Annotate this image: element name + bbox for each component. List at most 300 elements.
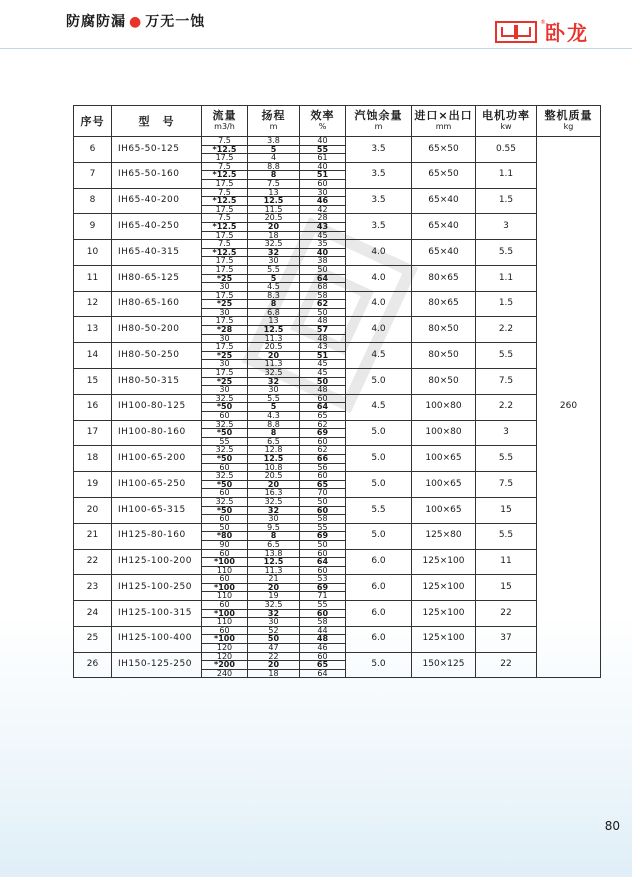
- row-number: 15: [74, 369, 112, 395]
- row-number: 26: [74, 652, 112, 678]
- model-cell: IH125-100-400: [112, 626, 202, 652]
- column-header-unit: %: [318, 122, 327, 131]
- inlet-outlet-cell: 80×50: [412, 317, 476, 343]
- head-cell: 30: [248, 386, 300, 395]
- efficiency-cell: 60: [300, 549, 346, 558]
- table-row: [74, 472, 601, 481]
- model-cell: IH125-100-315: [112, 601, 202, 627]
- flow-cell: 17.5: [202, 257, 248, 266]
- model-cell: IH100-65-200: [112, 446, 202, 472]
- flow-cell: 60: [202, 515, 248, 524]
- row-number: 21: [74, 523, 112, 549]
- flow-cell: 60: [202, 412, 248, 421]
- flow-cell: *50: [202, 429, 248, 438]
- efficiency-cell: 69: [300, 583, 346, 592]
- row-number: 22: [74, 549, 112, 575]
- column-header: [537, 106, 601, 137]
- head-cell: 21: [248, 575, 300, 584]
- inlet-outlet-cell: 100×80: [412, 420, 476, 446]
- column-header-label: 进口×出口: [414, 109, 473, 122]
- head-cell: 10.8: [248, 463, 300, 472]
- table-row: [74, 240, 601, 249]
- motor-power-cell: 0.55: [476, 137, 537, 163]
- head-cell: 11.3: [248, 360, 300, 369]
- row-number: 17: [74, 420, 112, 446]
- motor-power-cell: 15: [476, 497, 537, 523]
- row-number: 20: [74, 497, 112, 523]
- row-number: 11: [74, 265, 112, 291]
- efficiency-cell: 62: [300, 446, 346, 455]
- page-number: 80: [604, 819, 620, 833]
- efficiency-cell: 64: [300, 274, 346, 283]
- flow-cell: *12.5: [202, 222, 248, 231]
- efficiency-cell: 66: [300, 454, 346, 463]
- head-cell: 6.5: [248, 437, 300, 446]
- npsh-cell: 3.5: [346, 214, 412, 240]
- efficiency-cell: 65: [300, 412, 346, 421]
- inlet-outlet-cell: 150×125: [412, 652, 476, 678]
- flow-cell: 17.5: [202, 265, 248, 274]
- table-row: [74, 343, 601, 352]
- row-number: 14: [74, 343, 112, 369]
- flow-cell: 60: [202, 601, 248, 610]
- head-cell: 4: [248, 154, 300, 163]
- flow-cell: *12.5: [202, 145, 248, 154]
- efficiency-cell: 48: [300, 386, 346, 395]
- efficiency-cell: 35: [300, 240, 346, 249]
- head-cell: 32.5: [248, 497, 300, 506]
- head-cell: 5: [248, 274, 300, 283]
- flow-cell: *50: [202, 403, 248, 412]
- header-slogan: [66, 11, 205, 31]
- flow-cell: 50: [202, 523, 248, 532]
- table-row: [74, 652, 601, 661]
- column-header-unit: m: [269, 122, 278, 131]
- column-header-label: 整机质量: [544, 109, 593, 122]
- table-row: [74, 549, 601, 558]
- flow-cell: 17.5: [202, 231, 248, 240]
- flow-cell: 17.5: [202, 343, 248, 352]
- row-number: 25: [74, 626, 112, 652]
- npsh-cell: 3.5: [346, 137, 412, 163]
- efficiency-cell: 48: [300, 317, 346, 326]
- slogan-right: 万无一蚀: [145, 14, 206, 30]
- flow-cell: *50: [202, 506, 248, 515]
- efficiency-cell: 40: [300, 137, 346, 146]
- brand-logo: [495, 17, 589, 46]
- flow-cell: *100: [202, 635, 248, 644]
- column-header: [346, 106, 412, 137]
- head-cell: 20.5: [248, 472, 300, 481]
- model-cell: IH100-65-250: [112, 472, 202, 498]
- npsh-cell: 5.0: [346, 446, 412, 472]
- efficiency-cell: 50: [300, 308, 346, 317]
- flow-cell: 7.5: [202, 214, 248, 223]
- head-cell: 5.5: [248, 394, 300, 403]
- head-cell: 11.5: [248, 205, 300, 214]
- brand-name: 卧龙: [545, 21, 589, 45]
- efficiency-cell: 57: [300, 326, 346, 335]
- efficiency-cell: 60: [300, 609, 346, 618]
- npsh-cell: 6.0: [346, 575, 412, 601]
- inlet-outlet-cell: 80×50: [412, 343, 476, 369]
- inlet-outlet-cell: 125×100: [412, 601, 476, 627]
- head-cell: 20: [248, 583, 300, 592]
- flow-cell: *100: [202, 583, 248, 592]
- efficiency-cell: 50: [300, 540, 346, 549]
- flow-cell: *28: [202, 326, 248, 335]
- head-cell: 12.5: [248, 558, 300, 567]
- inlet-outlet-cell: 125×100: [412, 626, 476, 652]
- head-cell: 13: [248, 317, 300, 326]
- head-cell: 4.3: [248, 412, 300, 421]
- flow-cell: 30: [202, 308, 248, 317]
- head-cell: 8: [248, 429, 300, 438]
- table-row: [74, 626, 601, 635]
- flow-cell: 17.5: [202, 179, 248, 188]
- flow-cell: *50: [202, 454, 248, 463]
- motor-power-cell: 1.1: [476, 162, 537, 188]
- head-cell: 32: [248, 609, 300, 618]
- table-row: [74, 601, 601, 610]
- flow-cell: *25: [202, 351, 248, 360]
- column-header-label: 流量: [212, 109, 237, 122]
- efficiency-cell: 68: [300, 283, 346, 292]
- efficiency-cell: 60: [300, 652, 346, 661]
- model-cell: IH80-50-315: [112, 369, 202, 395]
- motor-power-cell: 22: [476, 601, 537, 627]
- head-cell: 30: [248, 257, 300, 266]
- row-number: 18: [74, 446, 112, 472]
- motor-power-cell: 7.5: [476, 369, 537, 395]
- efficiency-cell: 55: [300, 523, 346, 532]
- row-number: 8: [74, 188, 112, 214]
- flow-cell: *200: [202, 661, 248, 670]
- model-cell: IH65-40-250: [112, 214, 202, 240]
- efficiency-cell: 28: [300, 214, 346, 223]
- head-cell: 7.5: [248, 179, 300, 188]
- head-cell: 20: [248, 661, 300, 670]
- efficiency-cell: 60: [300, 566, 346, 575]
- flow-cell: 32.5: [202, 446, 248, 455]
- table-row: [74, 394, 601, 403]
- flow-cell: 60: [202, 463, 248, 472]
- row-number: 24: [74, 601, 112, 627]
- head-cell: 30: [248, 618, 300, 627]
- motor-power-cell: 11: [476, 549, 537, 575]
- table-body: [74, 137, 601, 678]
- flow-cell: 120: [202, 644, 248, 653]
- flow-cell: 30: [202, 283, 248, 292]
- table-row: [74, 162, 601, 171]
- efficiency-cell: 58: [300, 515, 346, 524]
- efficiency-cell: 51: [300, 171, 346, 180]
- npsh-cell: 4.0: [346, 240, 412, 266]
- head-cell: 12.5: [248, 326, 300, 335]
- efficiency-cell: 60: [300, 506, 346, 515]
- flow-cell: 90: [202, 540, 248, 549]
- efficiency-cell: 44: [300, 626, 346, 635]
- head-cell: 8: [248, 300, 300, 309]
- flow-cell: *25: [202, 300, 248, 309]
- efficiency-cell: 30: [300, 188, 346, 197]
- model-cell: IH80-65-125: [112, 265, 202, 291]
- head-cell: 18: [248, 231, 300, 240]
- efficiency-cell: 61: [300, 154, 346, 163]
- efficiency-cell: 50: [300, 497, 346, 506]
- inlet-outlet-cell: 65×40: [412, 188, 476, 214]
- flow-cell: 7.5: [202, 240, 248, 249]
- table-row: [74, 420, 601, 429]
- efficiency-cell: 58: [300, 618, 346, 627]
- column-header-unit: m3/h: [214, 122, 235, 131]
- motor-power-cell: 37: [476, 626, 537, 652]
- column-header-label: 序号: [80, 114, 105, 128]
- row-number: 23: [74, 575, 112, 601]
- head-cell: 20: [248, 480, 300, 489]
- table-row: [74, 446, 601, 455]
- head-cell: 13: [248, 188, 300, 197]
- head-cell: 50: [248, 635, 300, 644]
- model-cell: IH80-50-250: [112, 343, 202, 369]
- model-cell: IH125-80-160: [112, 523, 202, 549]
- npsh-cell: 5.0: [346, 420, 412, 446]
- flow-cell: 110: [202, 566, 248, 575]
- npsh-cell: 4.5: [346, 343, 412, 369]
- flow-cell: 30: [202, 334, 248, 343]
- efficiency-cell: 60: [300, 394, 346, 403]
- npsh-cell: 5.0: [346, 652, 412, 678]
- head-cell: 8.8: [248, 420, 300, 429]
- flow-cell: *100: [202, 609, 248, 618]
- head-cell: 11.3: [248, 566, 300, 575]
- flow-cell: 17.5: [202, 369, 248, 378]
- head-cell: 19: [248, 592, 300, 601]
- row-number: 16: [74, 394, 112, 420]
- head-cell: 12.8: [248, 446, 300, 455]
- model-cell: IH125-100-250: [112, 575, 202, 601]
- head-cell: 5: [248, 403, 300, 412]
- column-header-label: 扬程: [261, 109, 286, 122]
- table-header-row: [74, 106, 601, 137]
- table-row: [74, 214, 601, 223]
- head-cell: 32.5: [248, 369, 300, 378]
- inlet-outlet-cell: 100×65: [412, 497, 476, 523]
- model-cell: IH100-65-315: [112, 497, 202, 523]
- flow-cell: 55: [202, 437, 248, 446]
- head-cell: 32: [248, 377, 300, 386]
- efficiency-cell: 45: [300, 231, 346, 240]
- column-header-label: 汽蚀余量: [354, 109, 403, 122]
- motor-power-cell: 1.1: [476, 265, 537, 291]
- npsh-cell: 6.0: [346, 601, 412, 627]
- npsh-cell: 6.0: [346, 626, 412, 652]
- head-cell: 32: [248, 248, 300, 257]
- head-cell: 9.5: [248, 523, 300, 532]
- efficiency-cell: 38: [300, 257, 346, 266]
- head-cell: 32: [248, 506, 300, 515]
- head-cell: 52: [248, 626, 300, 635]
- motor-power-cell: 1.5: [476, 291, 537, 317]
- efficiency-cell: 51: [300, 351, 346, 360]
- logo-icon: [495, 18, 546, 43]
- slogan-left: 防腐防漏: [66, 14, 126, 30]
- model-cell: IH125-100-200: [112, 549, 202, 575]
- model-cell: IH80-65-160: [112, 291, 202, 317]
- efficiency-cell: 71: [300, 592, 346, 601]
- head-cell: 20.5: [248, 214, 300, 223]
- efficiency-cell: 48: [300, 635, 346, 644]
- flow-cell: 30: [202, 360, 248, 369]
- weight-cell: 260: [537, 137, 601, 678]
- efficiency-cell: 45: [300, 360, 346, 369]
- efficiency-cell: 40: [300, 248, 346, 257]
- head-cell: 20: [248, 351, 300, 360]
- column-header: [112, 106, 202, 137]
- model-cell: IH65-40-200: [112, 188, 202, 214]
- row-number: 19: [74, 472, 112, 498]
- inlet-outlet-cell: 65×40: [412, 214, 476, 240]
- efficiency-cell: 60: [300, 437, 346, 446]
- motor-power-cell: 7.5: [476, 472, 537, 498]
- head-cell: 8.8: [248, 162, 300, 171]
- efficiency-cell: 53: [300, 575, 346, 584]
- flow-cell: 60: [202, 575, 248, 584]
- efficiency-cell: 46: [300, 644, 346, 653]
- registered-mark: ®: [540, 18, 546, 26]
- efficiency-cell: 40: [300, 162, 346, 171]
- efficiency-cell: 69: [300, 532, 346, 541]
- flow-cell: 32.5: [202, 394, 248, 403]
- efficiency-cell: 62: [300, 300, 346, 309]
- inlet-outlet-cell: 125×100: [412, 549, 476, 575]
- efficiency-cell: 50: [300, 377, 346, 386]
- efficiency-cell: 48: [300, 334, 346, 343]
- head-cell: 4.5: [248, 283, 300, 292]
- motor-power-cell: 3: [476, 420, 537, 446]
- flow-cell: *80: [202, 532, 248, 541]
- efficiency-cell: 64: [300, 558, 346, 567]
- flow-cell: 60: [202, 626, 248, 635]
- efficiency-cell: 45: [300, 369, 346, 378]
- header-divider: [0, 48, 632, 49]
- flow-cell: 60: [202, 549, 248, 558]
- column-header: [202, 106, 248, 137]
- inlet-outlet-cell: 65×50: [412, 137, 476, 163]
- flow-cell: 60: [202, 489, 248, 498]
- npsh-cell: 4.5: [346, 394, 412, 420]
- column-header: [412, 106, 476, 137]
- npsh-cell: 5.0: [346, 369, 412, 395]
- table-row: [74, 369, 601, 378]
- head-cell: 8.3: [248, 291, 300, 300]
- flow-cell: *100: [202, 558, 248, 567]
- inlet-outlet-cell: 80×65: [412, 291, 476, 317]
- flow-cell: *25: [202, 274, 248, 283]
- column-header: [300, 106, 346, 137]
- inlet-outlet-cell: 80×50: [412, 369, 476, 395]
- inlet-outlet-cell: 125×80: [412, 523, 476, 549]
- head-cell: 8: [248, 532, 300, 541]
- npsh-cell: 5.0: [346, 472, 412, 498]
- flow-cell: 32.5: [202, 420, 248, 429]
- npsh-cell: 4.0: [346, 291, 412, 317]
- table-row: [74, 137, 601, 146]
- inlet-outlet-cell: 80×65: [412, 265, 476, 291]
- row-number: 13: [74, 317, 112, 343]
- flow-cell: *12.5: [202, 197, 248, 206]
- flow-cell: 110: [202, 618, 248, 627]
- head-cell: 8: [248, 171, 300, 180]
- column-header: [248, 106, 300, 137]
- row-number: 9: [74, 214, 112, 240]
- table-row: [74, 575, 601, 584]
- model-cell: IH65-50-160: [112, 162, 202, 188]
- table-row: [74, 523, 601, 532]
- efficiency-cell: 64: [300, 669, 346, 678]
- head-cell: 13.8: [248, 549, 300, 558]
- motor-power-cell: 5.5: [476, 446, 537, 472]
- head-cell: 11.3: [248, 334, 300, 343]
- column-header-unit: kg: [563, 122, 574, 131]
- flow-cell: 110: [202, 592, 248, 601]
- flow-cell: 120: [202, 652, 248, 661]
- head-cell: 5.5: [248, 265, 300, 274]
- flow-cell: 7.5: [202, 137, 248, 146]
- head-cell: 6.5: [248, 540, 300, 549]
- npsh-cell: 4.0: [346, 265, 412, 291]
- table-row: [74, 317, 601, 326]
- row-number: 12: [74, 291, 112, 317]
- efficiency-cell: 62: [300, 420, 346, 429]
- column-header-unit: m: [374, 122, 383, 131]
- head-cell: 5: [248, 145, 300, 154]
- motor-power-cell: 1.5: [476, 188, 537, 214]
- efficiency-cell: 58: [300, 291, 346, 300]
- head-cell: 30: [248, 515, 300, 524]
- efficiency-cell: 64: [300, 403, 346, 412]
- npsh-cell: 5.5: [346, 497, 412, 523]
- motor-power-cell: 2.2: [476, 317, 537, 343]
- flow-cell: 240: [202, 669, 248, 678]
- head-cell: 12.5: [248, 197, 300, 206]
- row-number: 10: [74, 240, 112, 266]
- flow-cell: *12.5: [202, 171, 248, 180]
- inlet-outlet-cell: 125×100: [412, 575, 476, 601]
- table-row: [74, 497, 601, 506]
- head-cell: 32.5: [248, 601, 300, 610]
- flow-cell: 32.5: [202, 497, 248, 506]
- model-cell: IH65-40-315: [112, 240, 202, 266]
- column-header-label: 电机功率: [482, 109, 530, 122]
- head-cell: 12.5: [248, 454, 300, 463]
- motor-power-cell: 3: [476, 214, 537, 240]
- table-row: [74, 188, 601, 197]
- npsh-cell: 5.0: [346, 523, 412, 549]
- flow-cell: *50: [202, 480, 248, 489]
- motor-power-cell: 15: [476, 575, 537, 601]
- efficiency-cell: 43: [300, 343, 346, 352]
- efficiency-cell: 42: [300, 205, 346, 214]
- column-header-label: 效率: [310, 109, 335, 122]
- flow-cell: 17.5: [202, 205, 248, 214]
- efficiency-cell: 60: [300, 179, 346, 188]
- performance-table: [73, 105, 601, 678]
- head-cell: 22: [248, 652, 300, 661]
- head-cell: 32.5: [248, 240, 300, 249]
- bullet-icon: ●: [129, 14, 143, 30]
- flow-cell: *25: [202, 377, 248, 386]
